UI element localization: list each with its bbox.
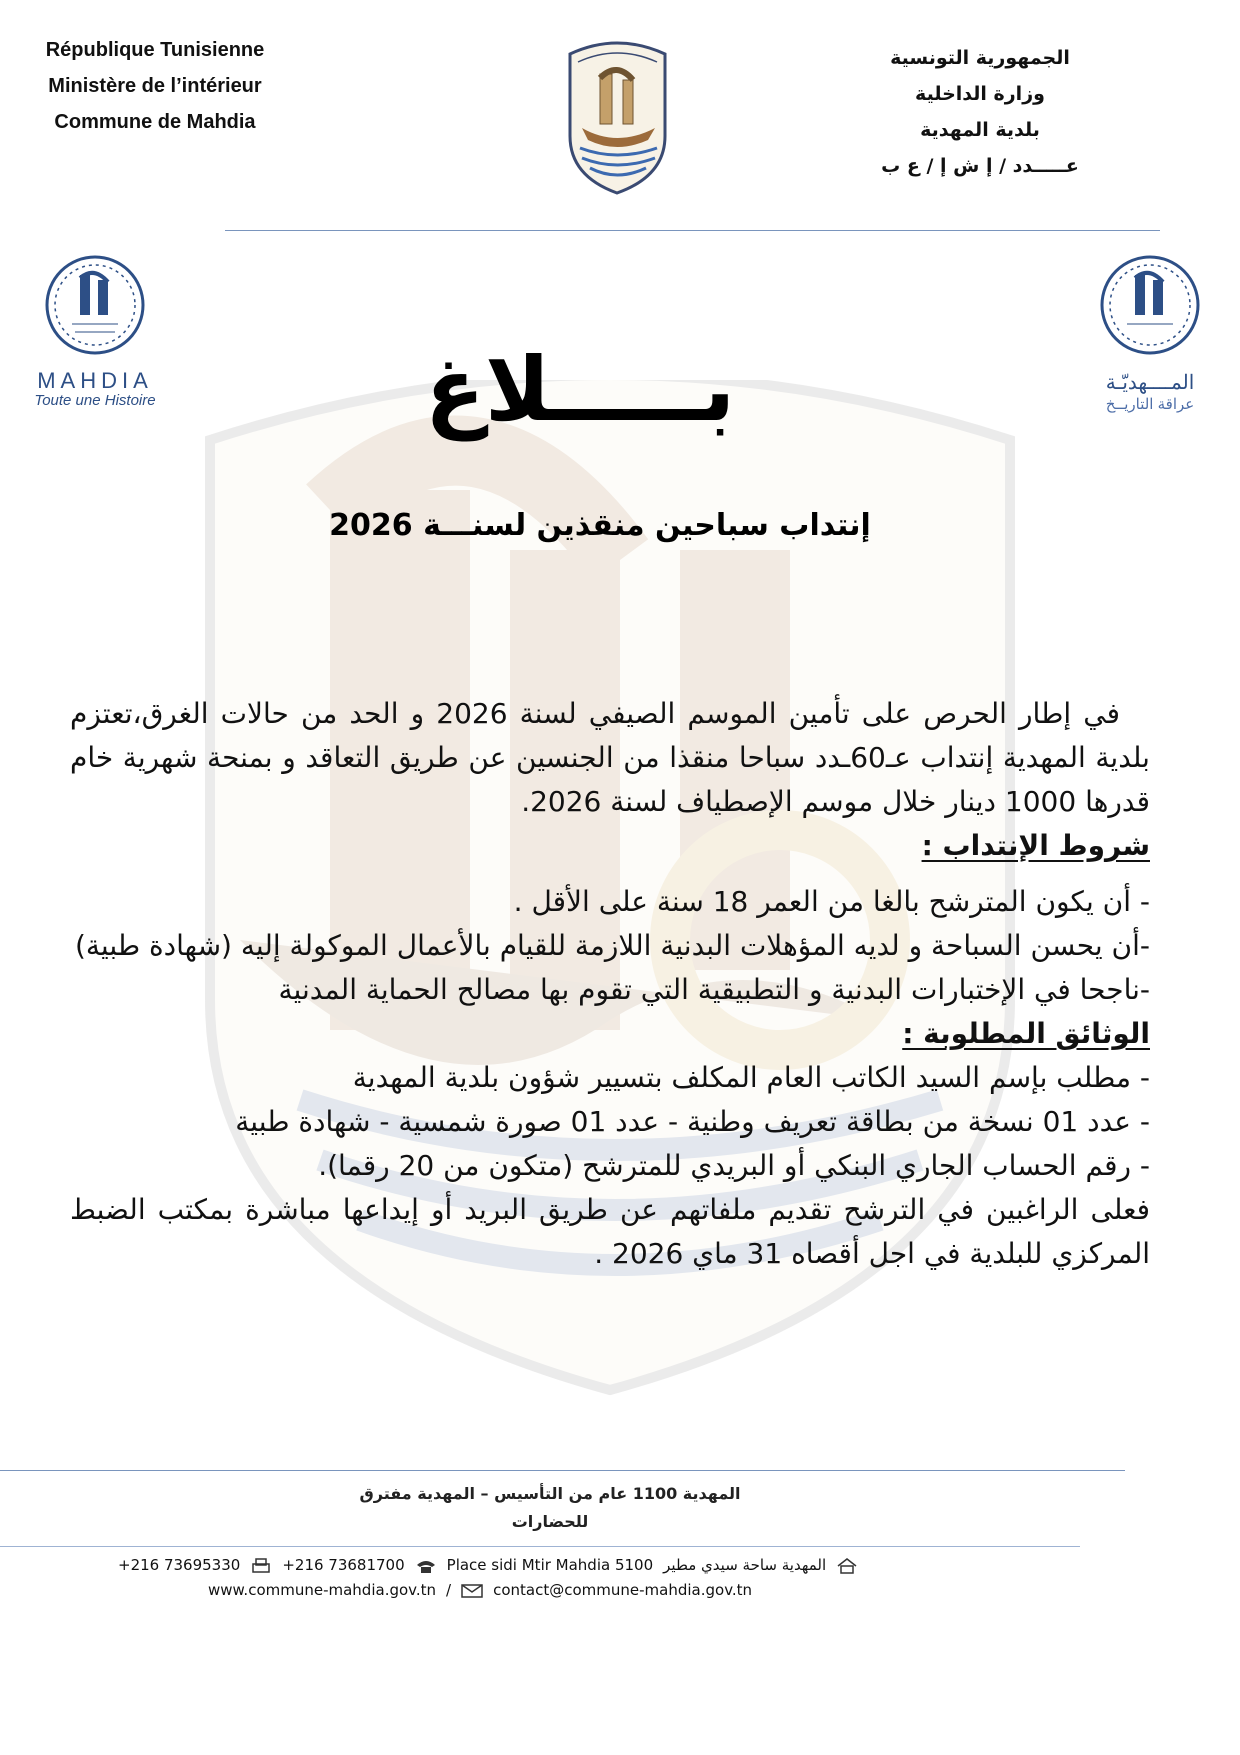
ar-header-line-2: وزارة الداخلية (915, 83, 1045, 105)
french-header (20, 32, 290, 140)
footer-divider-2 (0, 1546, 1080, 1547)
notice-body (70, 692, 1150, 1276)
condition-item: - أن يكون المترشح بالغا من العمر 18 سنة على الأقل . (513, 885, 1150, 918)
left-logo-caption: MAHDIA (37, 368, 153, 393)
left-logo-subcaption: Toute une Histoire (34, 392, 156, 409)
address-fr: Place sidi Mtir Mahdia 5100 (446, 1556, 654, 1574)
documents-heading: الوثائق المطلوبة : (902, 1017, 1150, 1050)
municipal-seal-logo (560, 36, 675, 196)
right-logo-subcaption: عراقة التاريــخ (1105, 396, 1195, 413)
document-item: - عدد 01 نسخة من بطاقة تعريف وطنية - عدد 01 صورة شمسية - شهادة طبية (235, 1105, 1150, 1138)
wreath-emblem-icon (1080, 250, 1220, 360)
contact-block (118, 1553, 1008, 1603)
phone-number: +216 73681700 (282, 1556, 405, 1574)
document-item: - مطلب بإسم السيد الكاتب العام المكلف بتسيير شؤون بلدية المهدية (352, 1061, 1150, 1094)
mail-icon (461, 1583, 483, 1599)
footer-motto (350, 1480, 750, 1536)
header-divider (225, 230, 1160, 231)
phone-icon (415, 1558, 437, 1574)
ar-header-line-3: بلدية المهدية (920, 119, 1040, 141)
page-title: بـــــلاغ (424, 338, 736, 441)
fr-header-line-3: Commune de Mahdia (54, 111, 256, 133)
right-logo-caption: المــــهديّـة (1105, 372, 1195, 394)
reference-number: عـــــدد / إ ش إ / ع ب (881, 155, 1079, 177)
motto-line-2: للحضارات (511, 1512, 589, 1531)
fax-icon (250, 1558, 272, 1574)
website-link[interactable]: www.commune-mahdia.gov.tn (208, 1581, 437, 1599)
motto-line-1: المهدية 1100 عام من التأسيس – المهدية مفترق (359, 1484, 741, 1503)
mahdia-logo-left (20, 250, 170, 409)
fr-header-line-2: Ministère de l’intérieur (48, 75, 262, 97)
condition-item: -ناجحا في الإختبارات البدنية و التطبيقية التي تقوم بها مصالح الحماية المدنية (278, 973, 1150, 1006)
notice-subtitle: إنتداب سباحين منقذين لسنـــة 2026 (329, 508, 871, 543)
address-ar: المهدية ساحة سيدي مطير (663, 1556, 827, 1574)
closing-paragraph: فعلى الراغبين في الترشح تقديم ملفاتهم عن طريق البريد أو إيداعها مباشرة بمكتب الضبط المركزي للبلدية في اجل أقصاه 31 ماي 2026 . (70, 1193, 1150, 1270)
conditions-heading: شروط الإنتداب : (921, 829, 1150, 862)
intro-paragraph: في إطار الحرص على تأمين الموسم الصيفي لسنة 2026 و الحد من حالات الغرق،تعتزم بلدية المهدية إنتداب عـ60ـدد سباحا منقذا من الجنسين عن طريق التعاقد و بمنحة شهرية خام قدرها 1000 دينار خلال موسم الإصطياف لسنة 2026. (70, 697, 1150, 818)
wreath-emblem-icon (20, 250, 170, 360)
document-item: - رقم الحساب الجاري البنكي أو البريدي للمترشح (متكون من 20 رقما). (318, 1149, 1150, 1182)
home-icon (836, 1558, 858, 1574)
fax-number: +216 73695330 (118, 1556, 241, 1574)
mahdia-logo-right (1080, 250, 1220, 413)
fr-header-line-1: République Tunisienne (45, 39, 265, 61)
email-link[interactable]: contact@commune-mahdia.gov.tn (493, 1581, 753, 1599)
condition-item: -أن يحسن السباحة و لديه المؤهلات البدنية اللازمة للقيام بالأعمال الموكولة إليه (شهادة طبية) (74, 929, 1150, 962)
arabic-header (830, 40, 1130, 184)
footer-divider (0, 1470, 1125, 1471)
ar-header-line-1: الجمهورية التونسية (890, 47, 1070, 69)
contact-separator: / (446, 1581, 452, 1599)
